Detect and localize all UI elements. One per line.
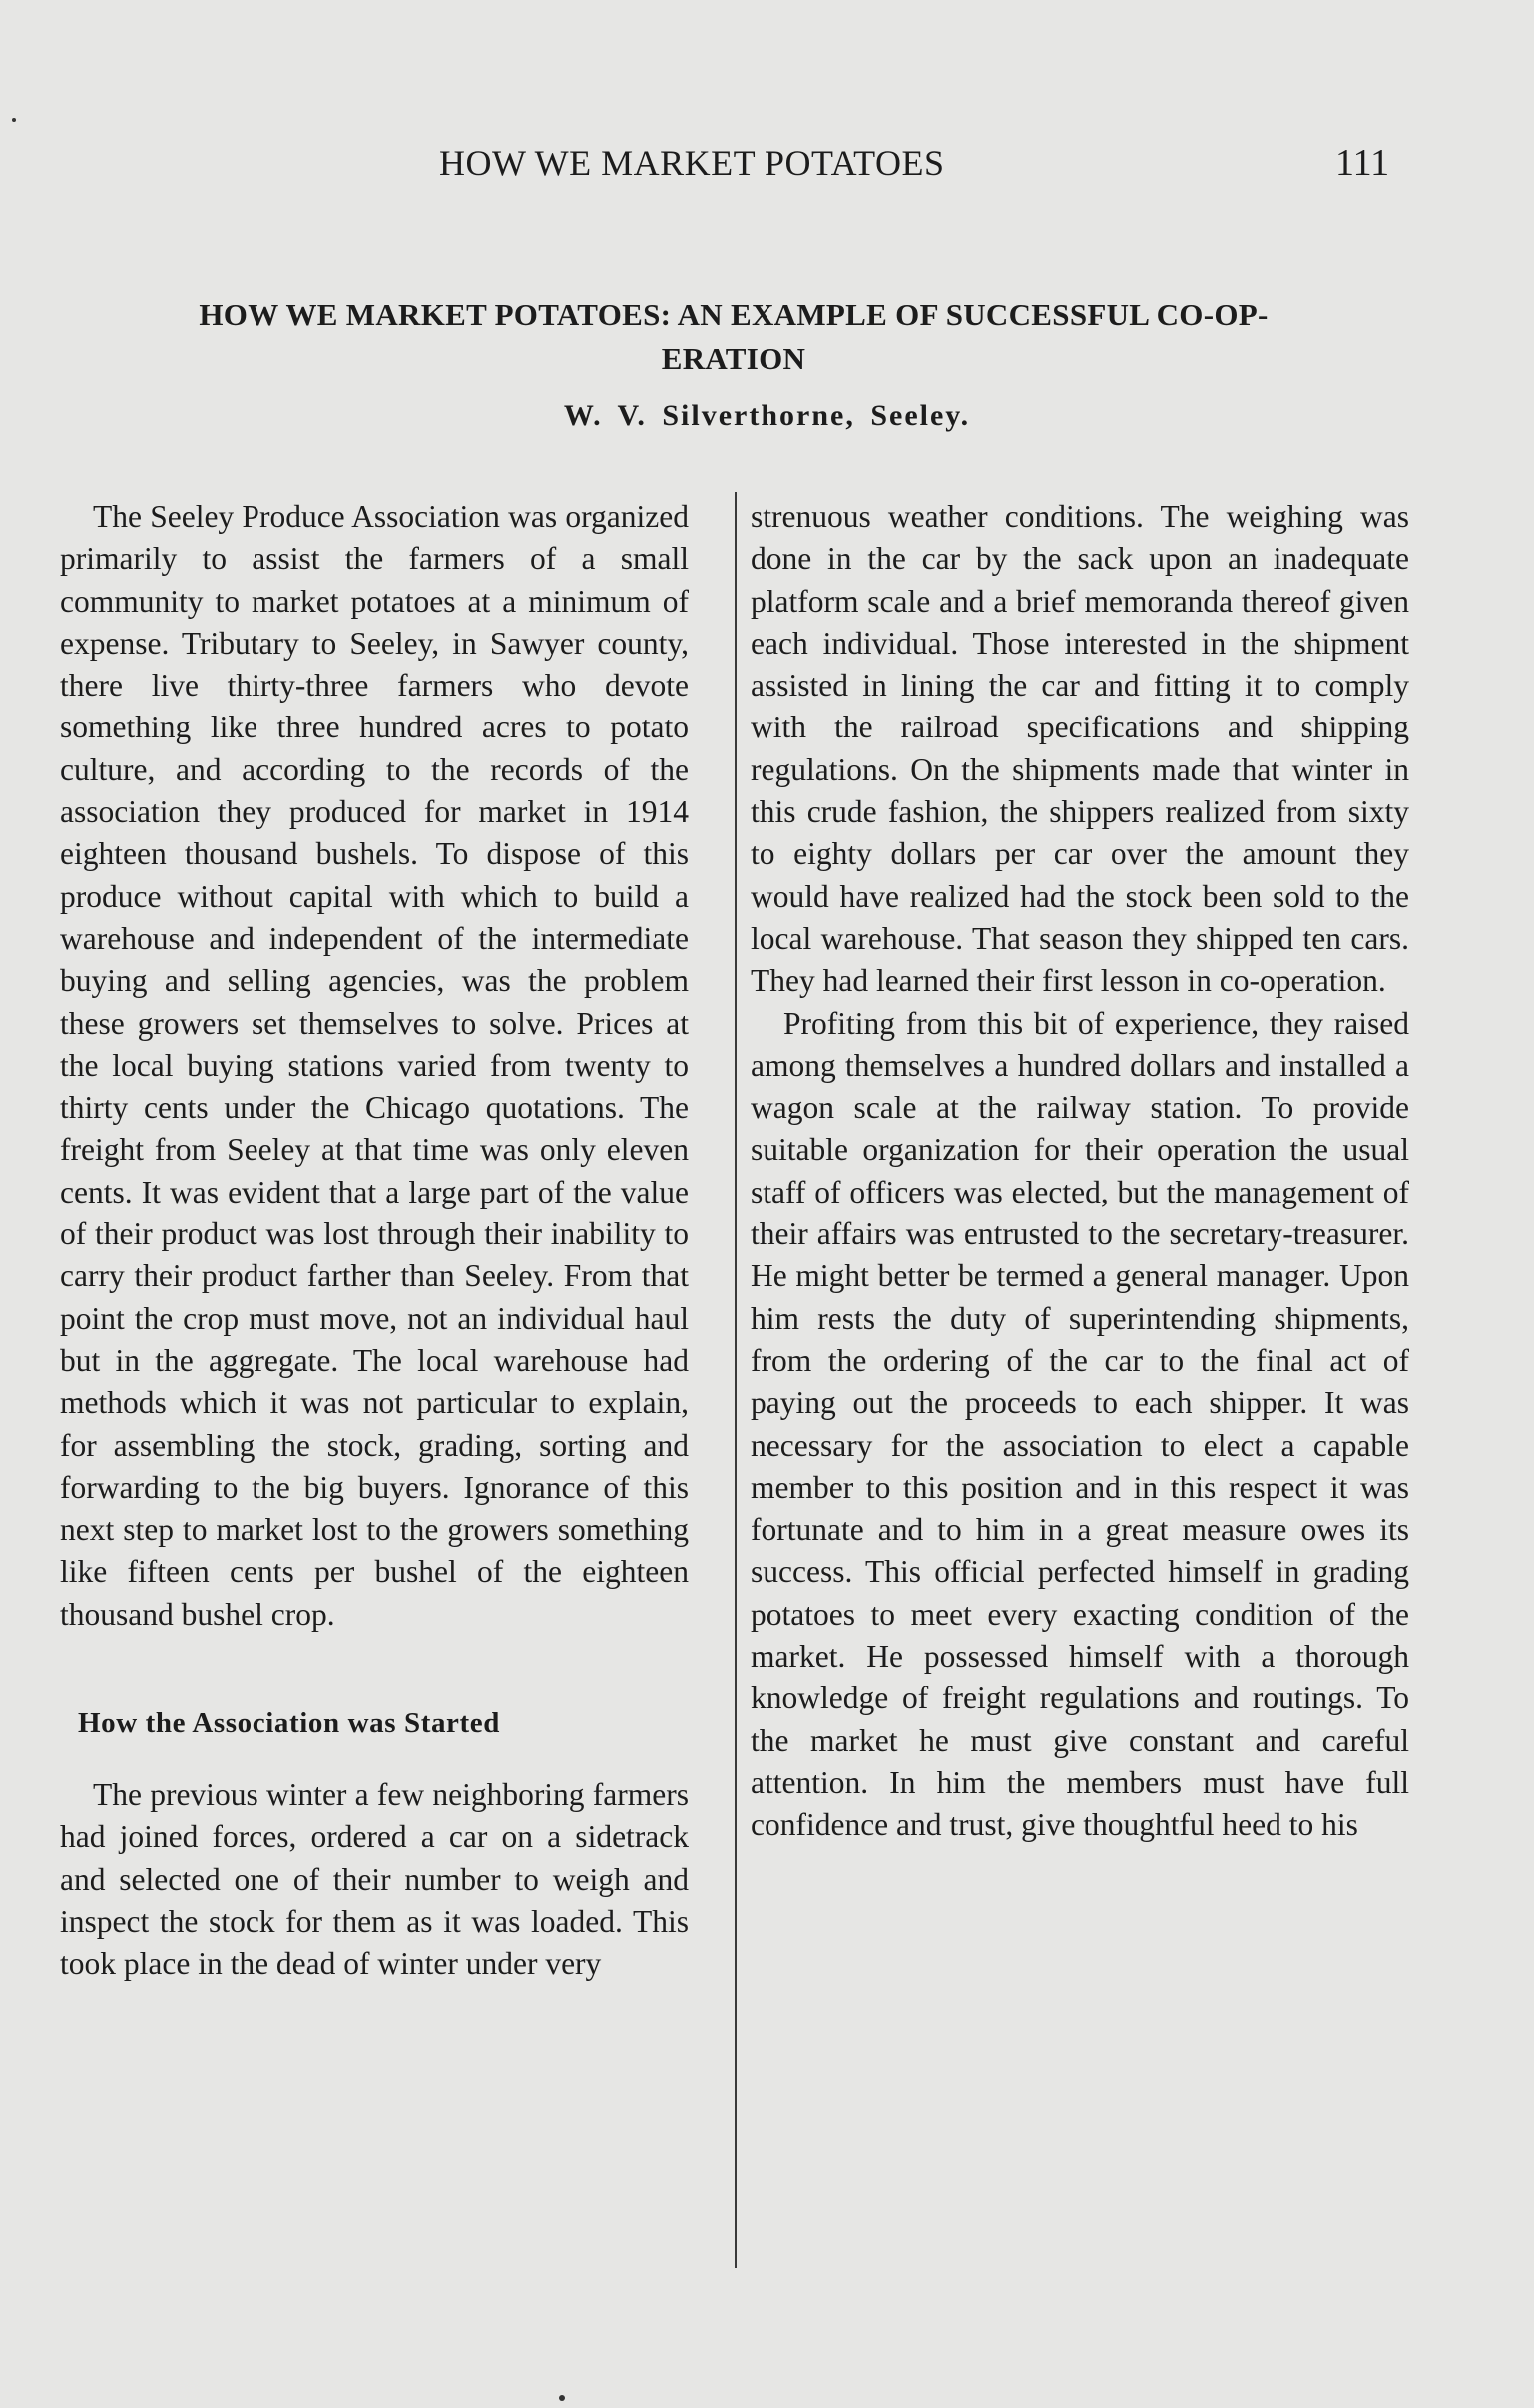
column-divider	[735, 492, 737, 2268]
running-title: HOW WE MARKET POTATOES	[439, 143, 945, 183]
article-title	[55, 293, 1412, 381]
right-paragraph-1: strenuous weather conditions. The weighing was done in the car by the sack upon an inadequate platform scale and a brief memoranda thereof given each individual. Those interested in the shipment assisted in lining the car and fitting it to comply with the railroad specifications and shipping regulations. On the shipments made that winter in this crude fashion, the shippers realized from sixty to eighty dollars per car over the amount they would have realized had the stock been sold to the local warehouse. That season they shipped ten cars. They had learned their first lesson in co-operation.	[751, 499, 1409, 999]
right-column	[751, 496, 1409, 1847]
article-title-line-2: ERATION	[661, 341, 806, 376]
right-paragraph-2: Profiting from this bit of experience, they raised among themselves a hundred dollars and installed a wagon scale at the railway station. To provide suitable organization for their operation the usual staff of officers was elected, but the management of their affairs was entrusted to the secretary-treasurer. He might better be termed a general manager. Upon him rests the duty of superintending shipments, from the ordering of the car to the final act of paying out the proceeds to each shipper. It was necessary for the association to elect a capable member to this position and in this respect it was fortunate and to him in a great measure owes its success. This official perfected himself in grading potatoes to meet every exacting condition of the market. He possessed himself with a thorough knowledge of freight regulations and routings. To the market he must give constant and careful attention. In him the members must have full confidence and trust, give thoughtful heed to his	[751, 1005, 1409, 1843]
byline: W. V. Silverthorne, Seeley.	[563, 399, 971, 432]
page-number: 111	[1335, 142, 1390, 184]
ink-speck	[12, 118, 16, 122]
section-heading: How the Association was Started	[78, 1707, 500, 1740]
article-title-line-1: HOW WE MARKET POTATOES: AN EXAMPLE OF SUCCESSFUL CO-OP-	[199, 297, 1269, 332]
left-column	[60, 496, 689, 1986]
ink-speck	[559, 2395, 565, 2401]
left-paragraph-2: The previous winter a few neighboring farmers had joined forces, ordered a car on a sidetrack and selected one of their number to weigh and inspect the stock for them as it was loaded. This took place in the dead of winter under very	[60, 1777, 689, 1982]
running-header	[0, 138, 1534, 188]
left-paragraph-1: The Seeley Produce Association was organized primarily to assist the farmers of a small community to market potatoes at a minimum of expense. Tributary to Seeley, in Sawyer county, there live thirty-three farmers who devote something like three hundred acres to potato culture, and according to the records of the association they produced for market in 1914 eighteen thousand bushels. To dispose of this produce without capital with which to build a warehouse and independent of the intermediate buying and selling agencies, was the problem these growers set themselves to solve. Prices at the local buying stations varied from twenty to thirty cents under the Chicago quotations. The freight from Seeley at that time was only eleven cents. It was evident that a large part of the value of their product was lost through their inability to carry their product farther than Seeley. From that point the crop must move, not an individual haul but in the aggregate. The local warehouse had methods which it was not particular to explain, for assembling the stock, grading, sorting and forwarding to the big buyers. Ignorance of this next step to market lost to the growers something like fifteen cents per bushel of the eighteen thousand bushel crop.	[60, 499, 689, 1632]
